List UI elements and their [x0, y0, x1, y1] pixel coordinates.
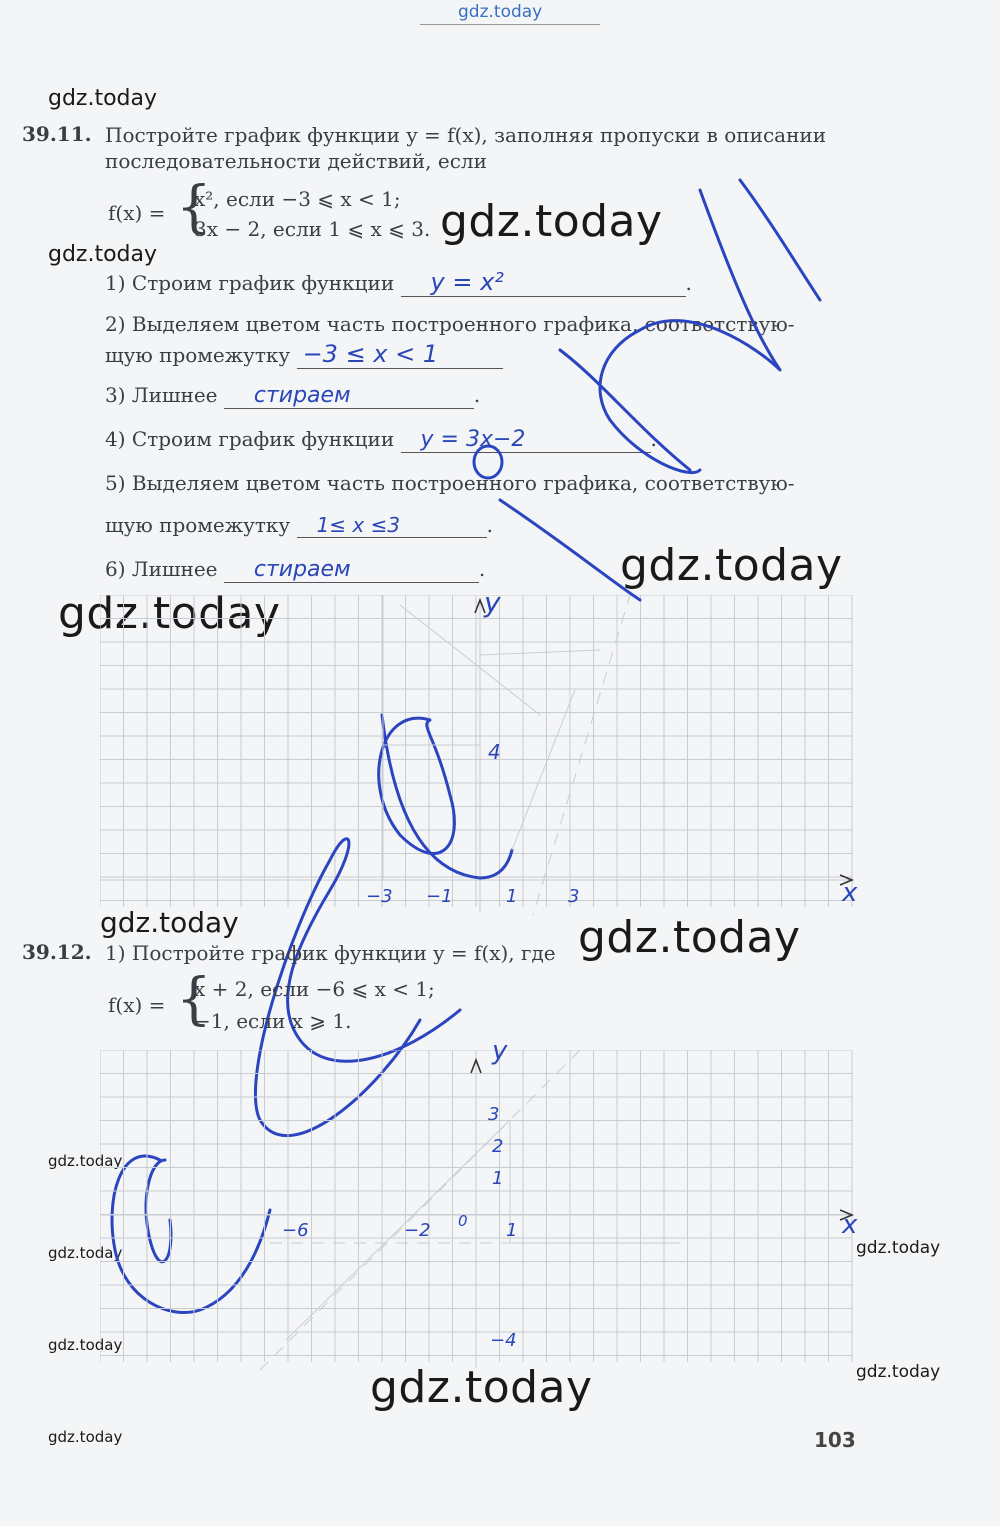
- watermark: gdz.today: [48, 1152, 123, 1170]
- watermark: gdz.today: [856, 1362, 941, 1382]
- step-label: 3) Лишнее: [105, 383, 218, 407]
- step-2a: 2) Выделяем цветом часть построенного графика, соответствую-: [105, 312, 795, 336]
- y-tick: −4: [490, 1330, 517, 1351]
- y-axis-label: y: [484, 586, 501, 619]
- task-number: 39.11.: [22, 122, 92, 146]
- step-label: щую промежутку: [105, 513, 291, 537]
- y-tick: 2: [492, 1136, 504, 1157]
- watermark-top: gdz.today: [458, 2, 543, 22]
- step-label: 4) Строим график функции: [105, 427, 395, 451]
- step-4: 4) Строим график функции y = 3x−2 .: [105, 427, 657, 452]
- x-tick: 1: [506, 886, 518, 907]
- task-text: 1) Постройте график функции y = f(x), где: [105, 941, 556, 965]
- step-label: 6) Лишнее: [105, 557, 218, 581]
- answer-field[interactable]: 1≤ x ≤3: [297, 513, 487, 538]
- answer-field[interactable]: стираем: [224, 557, 479, 583]
- step-3: 3) Лишнее стираем .: [105, 383, 481, 408]
- function-label: f(x) =: [108, 201, 166, 225]
- case-1: x + 2, если −6 ⩽ x < 1;: [194, 977, 435, 1001]
- step-1: 1) Строим график функции y = x² .: [105, 268, 692, 296]
- watermark: gdz.today: [48, 86, 158, 111]
- step-label: 1) Строим график функции: [105, 271, 395, 295]
- task-text: последовательности действий, если: [105, 149, 487, 173]
- page-number: 103: [814, 1428, 856, 1452]
- step-6: 6) Лишнее стираем .: [105, 557, 486, 582]
- watermark: gdz.today: [58, 588, 281, 639]
- watermark: gdz.today: [370, 1362, 593, 1413]
- x-tick: 0: [458, 1212, 468, 1230]
- x-tick: 3: [568, 886, 580, 907]
- x-tick: −6: [282, 1220, 309, 1241]
- watermark: gdz.today: [620, 540, 843, 591]
- watermark: gdz.today: [48, 1244, 123, 1262]
- watermark: gdz.today: [856, 1238, 941, 1258]
- answer-field[interactable]: стираем: [224, 383, 474, 409]
- watermark: gdz.today: [48, 1336, 123, 1354]
- answer-field[interactable]: −3 ≤ x < 1: [297, 340, 503, 369]
- watermark: gdz.today: [100, 906, 239, 939]
- y-tick: 3: [488, 1104, 500, 1125]
- scribble: [600, 190, 780, 473]
- brace: {: [176, 967, 212, 1032]
- scribble: [740, 180, 820, 300]
- watermark: gdz.today: [48, 242, 158, 267]
- y-tick: 4: [488, 740, 501, 764]
- case-1: x², если −3 ⩽ x < 1;: [194, 187, 401, 211]
- step-5a: 5) Выделяем цветом часть построенного графика, соответствую-: [105, 471, 795, 495]
- graph-2: [100, 1050, 860, 1370]
- x-axis-label: x: [842, 1210, 858, 1240]
- y-axis-label: y: [492, 1036, 508, 1066]
- scribble: [500, 500, 640, 600]
- answer-field[interactable]: y = x²: [401, 268, 686, 297]
- x-tick: −2: [404, 1220, 431, 1241]
- watermark: gdz.today: [578, 912, 801, 963]
- x-tick: −1: [426, 886, 453, 907]
- answer-field[interactable]: y = 3x−2: [401, 427, 651, 453]
- scribble: [474, 446, 502, 478]
- watermark: gdz.today: [48, 1428, 123, 1446]
- x-tick: 1: [506, 1220, 518, 1241]
- x-tick: −3: [366, 886, 393, 907]
- function-label: f(x) =: [108, 993, 166, 1017]
- case-2: −1, если x ⩾ 1.: [194, 1009, 352, 1033]
- case-2: 3x − 2, если 1 ⩽ x ⩽ 3.: [194, 217, 431, 241]
- y-tick: 1: [492, 1168, 504, 1189]
- task-number: 39.12.: [22, 940, 92, 964]
- task-text: Постройте график функции y = f(x), заполняя пропуски в описании: [105, 123, 827, 147]
- scribble: [560, 350, 690, 470]
- step-5b: щую промежутку 1≤ x ≤3 .: [105, 513, 493, 537]
- watermark: gdz.today: [440, 196, 663, 247]
- step-label: щую промежутку: [105, 343, 291, 367]
- brace: {: [176, 175, 212, 240]
- x-axis-label: x: [842, 878, 858, 908]
